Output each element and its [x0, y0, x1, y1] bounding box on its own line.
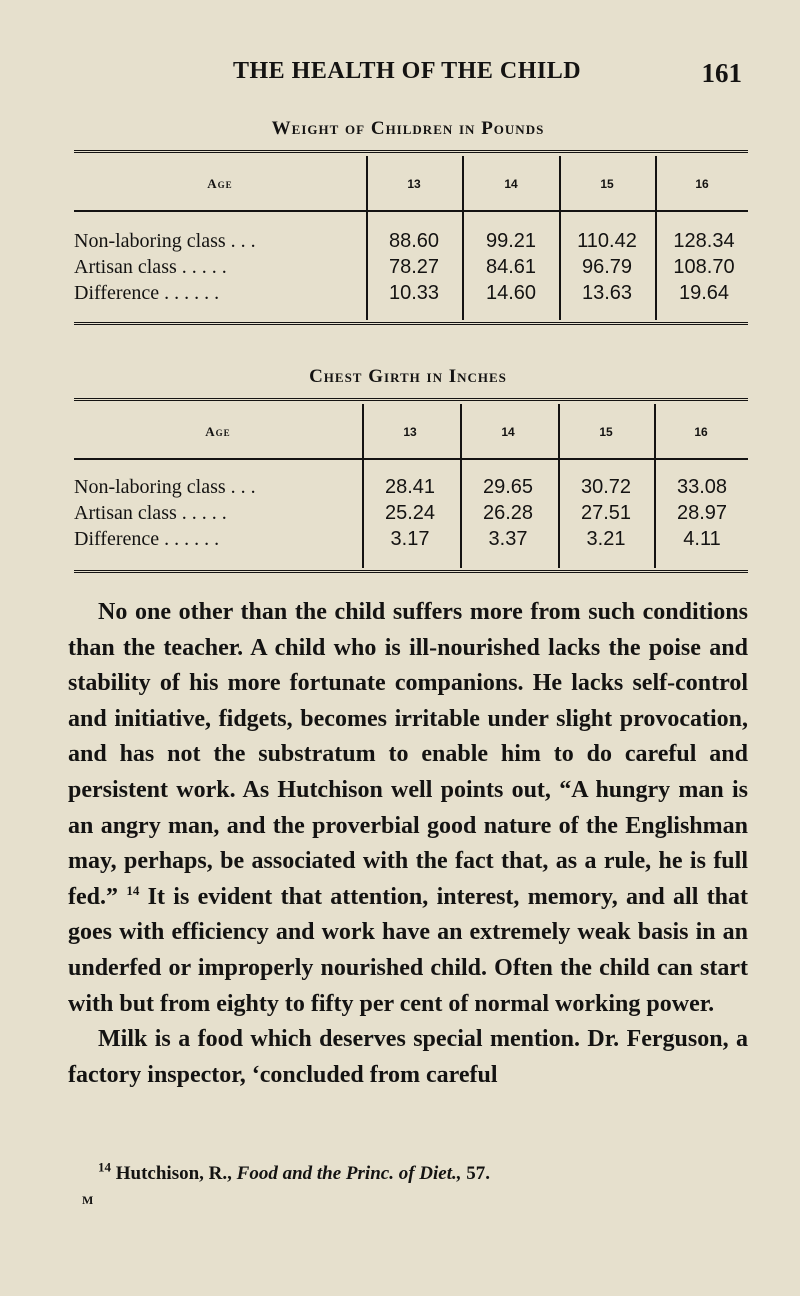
table-bottom-rule: [74, 322, 748, 325]
cell-value: 4.11: [683, 528, 721, 550]
chest-table-title: Chest Girth in Inches: [309, 366, 507, 387]
row-label: Difference . . . . . .: [74, 282, 220, 304]
footnote: [68, 1159, 748, 1185]
running-title: THE HEALTH OF THE CHILD: [233, 58, 582, 84]
cell-value: 30.72: [580, 476, 632, 498]
body-text: [68, 595, 748, 1093]
cell-value: 3.17: [390, 528, 430, 550]
table-top-rule: [74, 398, 748, 401]
table-row: [74, 528, 748, 554]
cell-value: 25.24: [384, 502, 436, 524]
age-col-16: 16: [695, 177, 709, 191]
paragraph: [68, 1022, 748, 1093]
age-col-14: 14: [501, 425, 515, 439]
cell-value: 10.33: [388, 282, 440, 304]
cell-value: 3.37: [488, 528, 528, 550]
footnote-reference[interactable]: 14: [126, 882, 140, 898]
table-row: [74, 502, 748, 528]
age-header: Age: [205, 424, 231, 439]
table-row: [74, 256, 748, 282]
page-number: 161: [701, 58, 742, 88]
paragraph-text: No one other than the child suffers more from such conditions than the teacher. A child who is ill-nourished lacks the poise and stability of his more fortunate companions. He lacks self-control and initiative, fidgets, becomes irritable under slight provocation, and has not the substratum to enable him to do careful and persistent work. As Hutchison well points out,: [68, 599, 748, 803]
row-label: Artisan class . . . . .: [74, 502, 227, 524]
table-bottom-rule: [74, 570, 748, 573]
age-col-14: 14: [504, 177, 518, 191]
cell-value: 28.41: [384, 476, 436, 498]
table-row: [74, 476, 748, 502]
cell-value: 26.28: [482, 502, 534, 524]
age-col-15: 15: [600, 177, 614, 191]
row-label: Non-laboring class . . .: [74, 230, 256, 252]
table-row: [74, 282, 748, 308]
cell-value: 13.63: [581, 282, 633, 304]
paragraph-text: Milk is a food which deserves special mention. Dr. Ferguson, a factory inspector, ‘concluded from careful: [68, 1026, 748, 1088]
table-row: [74, 230, 748, 256]
running-header: [68, 58, 748, 92]
footnote-number: 14: [98, 1159, 111, 1175]
chest-table: [74, 398, 748, 580]
cell-value: 3.21: [586, 528, 626, 550]
cell-value: 28.97: [676, 502, 728, 524]
row-label: Artisan class . . . . .: [74, 256, 227, 278]
signature-mark: M: [82, 1193, 94, 1207]
cell-value: 19.64: [678, 282, 730, 304]
hutchison-quote: “A hungry man is an angry man, and the proverbial good nature of the Englishman may, perhaps, be associated with the fact that, as a rule, he is full fed.”: [68, 776, 749, 910]
age-col-15: 15: [599, 425, 613, 439]
row-label: Non-laboring class . . .: [74, 476, 256, 498]
age-col-13: 13: [403, 425, 417, 439]
cell-value: 110.42: [577, 230, 637, 252]
paragraph: [68, 595, 748, 1022]
cell-value: 128.34: [673, 230, 735, 252]
age-header: Age: [207, 176, 233, 191]
footnote-author: Hutchison, R.,: [115, 1163, 232, 1184]
age-col-16: 16: [694, 425, 708, 439]
cell-value: 84.61: [485, 256, 537, 278]
weight-table-title: Weight of Children in Pounds: [271, 118, 545, 139]
cell-value: 14.60: [485, 282, 537, 304]
cell-value: 96.79: [581, 256, 633, 278]
table-top-rule: [74, 150, 748, 153]
age-col-13: 13: [407, 177, 421, 191]
cell-value: 88.60: [388, 230, 440, 252]
header-rule: [74, 458, 748, 460]
footnote-work: Food and the Princ. of Diet.,: [236, 1163, 462, 1184]
weight-table: [74, 150, 748, 332]
cell-value: 99.21: [485, 230, 537, 252]
cell-value: 29.65: [482, 476, 534, 498]
cell-value: 27.51: [580, 502, 632, 524]
header-rule: [74, 210, 748, 212]
paragraph-text: It is evident that attention, interest, memory, and all that goes with efficiency and work have an extremely weak basis in an underfed or improperly nourished child. Often the child can start with but from eighty to fifty per cent of normal working power.: [68, 883, 749, 1017]
cell-value: 33.08: [676, 476, 728, 498]
cell-value: 108.70: [673, 256, 735, 278]
cell-value: 78.27: [388, 256, 440, 278]
footnote-page: 57.: [466, 1163, 490, 1184]
row-label: Difference . . . . . .: [74, 528, 220, 550]
